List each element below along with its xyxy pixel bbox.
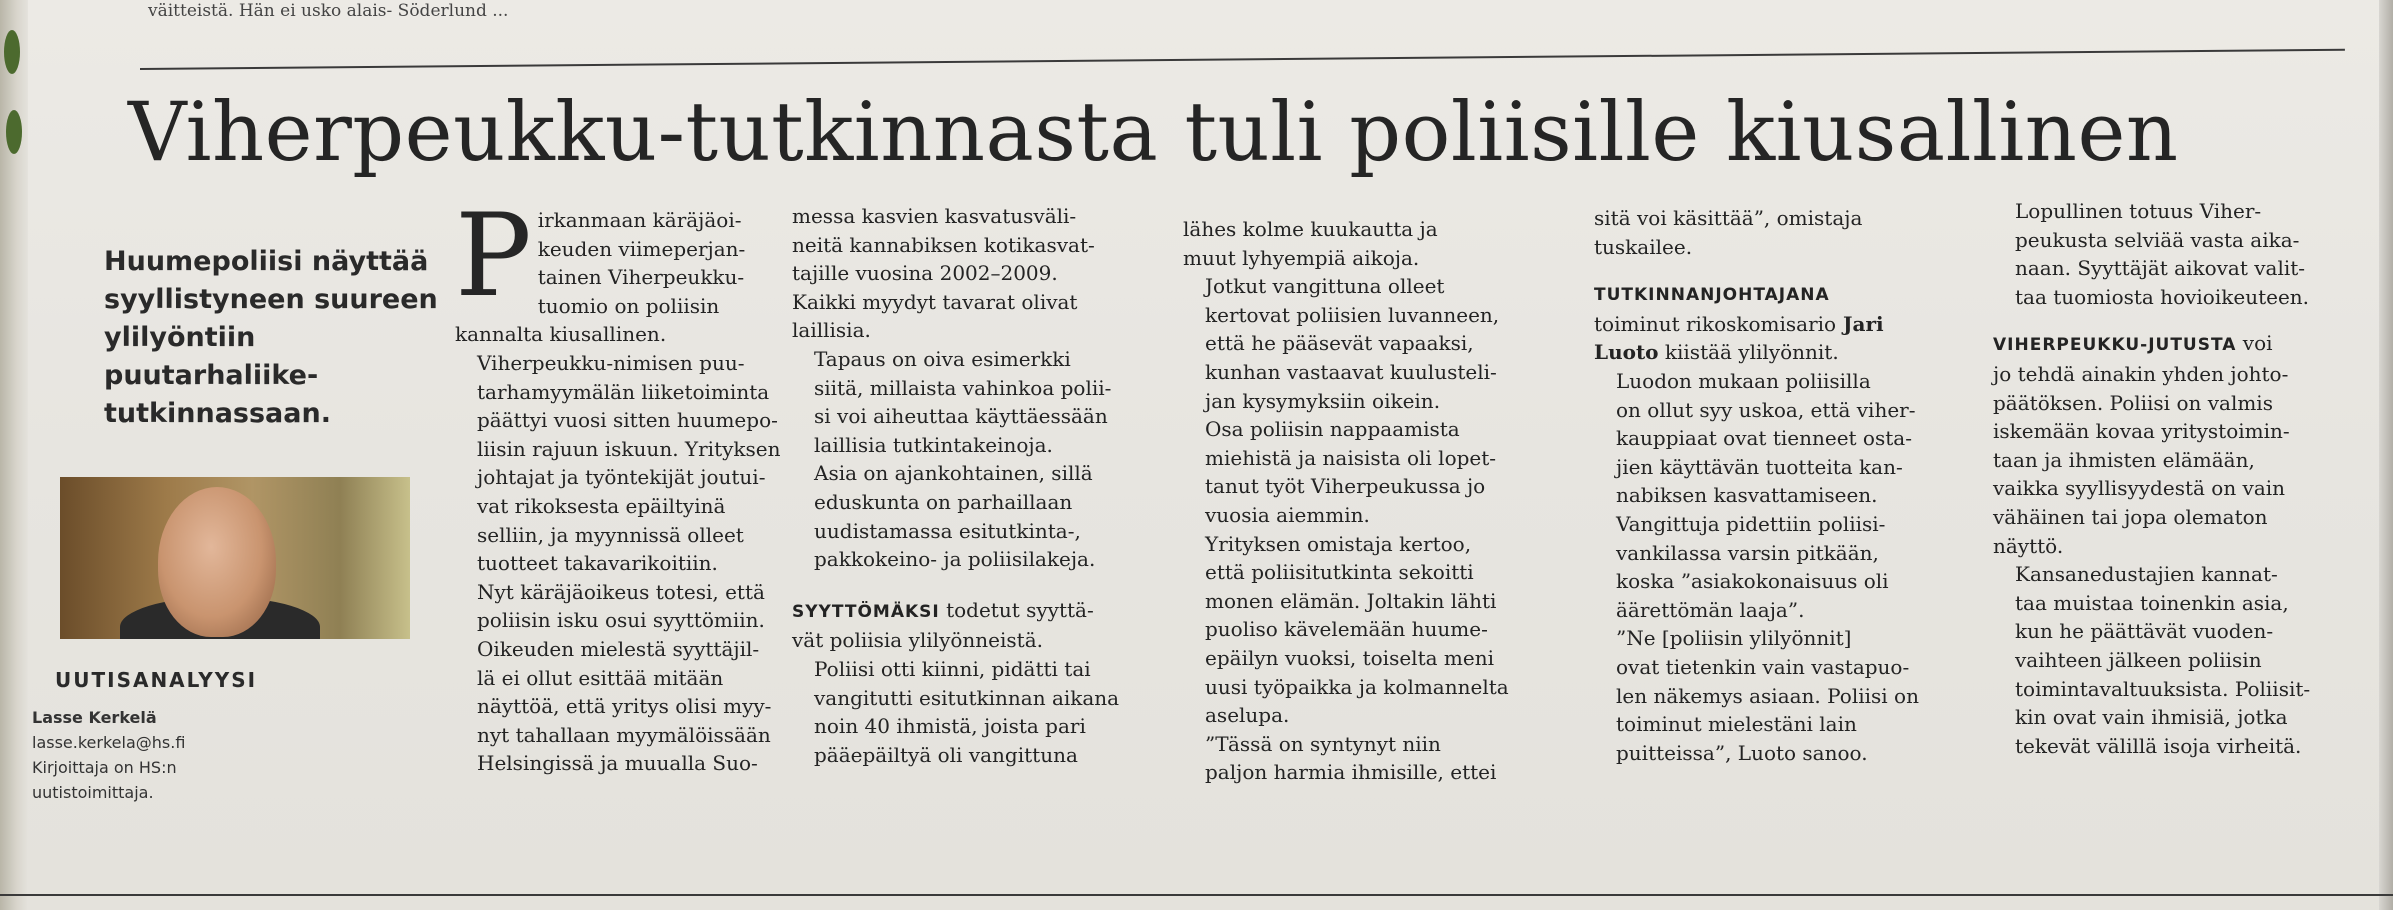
paragraph (455, 578, 781, 635)
text-line: poliisin isku osui syyttömiin. (477, 608, 765, 633)
text-line: lä ei ollut esittää mitään (477, 665, 724, 690)
byline-name: Lasse Kerkelä (32, 708, 157, 727)
article-column-2 (792, 202, 1119, 769)
photo-face (158, 487, 276, 637)
subhead-lines (1594, 310, 1919, 367)
text-line: ”Tässä on syntynyt niin (1205, 731, 1441, 756)
text-line: kertovat poliisien luvanneen, (1205, 302, 1500, 327)
subhead-line: toiminut rikoskomisario (1594, 311, 1837, 336)
page-edge-right (2379, 0, 2393, 910)
text-line: neitä kannabiksen kotikasvat- (792, 232, 1095, 257)
text-line: Asia on ajankohtainen, sillä (814, 461, 1093, 486)
text-line: vähäinen tai jopa olematon (1993, 504, 2268, 529)
text-line: ”Ne [poliisin ylilyönnit] (1616, 626, 1852, 651)
page-edge-left (0, 0, 28, 910)
text-line: on ollut syy uskoa, että viher- (1616, 397, 1916, 422)
text-line: kannalta kiusallinen. (455, 322, 667, 347)
byline-role: Kirjoittaja on HS:n (32, 758, 177, 777)
text-line: aselupa. (1205, 703, 1290, 728)
subhead-text: todetut syyttä- (939, 597, 1094, 622)
paragraph (1594, 367, 1919, 510)
subhead-paragraph (1594, 279, 1919, 367)
text-line: Helsingissä ja muualla Suo- (477, 751, 758, 776)
author-photo (60, 477, 410, 639)
text-line: päättyi vuosi sitten huumepo- (477, 408, 778, 433)
text-line: että he pääsevät vapaaksi, (1205, 331, 1474, 356)
text-line: äärettömän laaja”. (1616, 597, 1805, 622)
paragraph (1183, 530, 1509, 730)
text-line: naan. Syyttäjät aikovat valit- (2015, 256, 2306, 281)
text-line: päätöksen. Poliisi on valmis (1993, 390, 2273, 415)
text-line: tarhamyymälän liiketoiminta (477, 379, 770, 404)
paragraph (455, 635, 781, 778)
text-line: ovat tietenkin vain vastapuo- (1616, 654, 1910, 679)
leaf-decoration (6, 110, 22, 154)
text-line: irkanmaan käräjäoi- (537, 208, 742, 232)
text-line: kunhan vastaavat kuulusteli- (1205, 359, 1497, 384)
paragraph (792, 459, 1119, 573)
text-line: noin 40 ihmistä, joista pari (814, 714, 1086, 739)
text-line: tuskailee. (1594, 234, 1693, 259)
text-line: tuotteet takavarikoitiin. (477, 551, 718, 576)
text-line: vangitutti esitutkinnan aikana (814, 685, 1120, 710)
text-line: kin ovat vain ihmisiä, jotka (2015, 705, 2288, 730)
text-line: peukusta selviää vasta aika- (2015, 227, 2300, 252)
text-line: tekevät välillä isoja virheitä. (2015, 733, 2302, 758)
text-line: Osa poliisin nappaamista (1205, 417, 1460, 442)
paragraph (1993, 197, 2310, 311)
paragraph (1183, 215, 1509, 272)
subhead-text: voi (2236, 331, 2273, 356)
article-column-5 (1993, 197, 2310, 760)
subhead: SYYTTÖMÄKSI (792, 601, 940, 622)
paragraph (1993, 560, 2310, 760)
text-line: jan kysymyksiin oikein. (1205, 388, 1441, 413)
text-line: toimintavaltuuksista. Poliisit- (2015, 676, 2311, 701)
text-line: puitteissa”, Luoto sanoo. (1616, 740, 1868, 765)
text-line: uusi työpaikka ja kolmannelta (1205, 674, 1509, 699)
person-name: Jari (1836, 311, 1884, 336)
text-line: tajille vuosina 2002–2009. (792, 261, 1058, 286)
text-line: vaikka syyllisyydestä on vain (1993, 476, 2286, 501)
text-line: Tapaus on oiva esimerkki (814, 346, 1071, 371)
text-line: vuosia aiemmin. (1205, 502, 1370, 527)
text-line: len näkemys asiaan. Poliisi on (1616, 683, 1919, 708)
paragraph (455, 320, 781, 349)
paragraph (1594, 510, 1919, 624)
text-line: jien käyttävän tuotteita kan- (1616, 454, 1903, 479)
text-line: lähes kolme kuukautta ja (1183, 217, 1438, 241)
text-line: nabiksen kasvattamiseen. (1616, 483, 1878, 508)
top-rule (140, 49, 2345, 70)
lead-text: Huumepoliisi näyttää syyllistyneen suureen ylilyöntiin puutarhaliike-tutkinnassaan. (104, 246, 438, 429)
text-line: kun he päättävät vuoden- (2015, 619, 2274, 644)
text-line: Nyt käräjäoikeus totesi, että (477, 579, 765, 604)
paragraph (792, 345, 1119, 459)
article-column-1 (455, 189, 781, 778)
text-line: puoliso kävelemään huume- (1205, 617, 1488, 642)
text-line: Kaikki myydyt tavarat olivat (792, 289, 1078, 314)
text-line: vät poliisia ylilyönneistä. (792, 628, 1043, 653)
text-line: muut lyhyempiä aikoja. (1183, 245, 1420, 270)
paragraph (455, 349, 781, 578)
text-line: taa muistaa toinenkin asia, (2015, 590, 2289, 615)
text-line: monen elämän. Joltakin lähti (1205, 588, 1497, 613)
text-line: tainen Viherpeukku- (537, 265, 745, 290)
text-line: siitä, millaista vahinkoa polii- (814, 375, 1112, 400)
text-line: eduskunta on parhaillaan (814, 489, 1073, 514)
text-line: laillisia tutkintakeinoja. (814, 432, 1053, 457)
previous-article-snippet: väitteistä. Hän ei usko alais- Söderlund ... (148, 1, 509, 21)
text-line: epäilyn vuoksi, toiselta meni (1205, 645, 1494, 670)
text-line: Lopullinen totuus Viher- (2015, 199, 2262, 223)
text-line: laillisia. (792, 318, 871, 343)
bottom-rule (0, 894, 2393, 896)
text-line: Viherpeukku-nimisen puu- (477, 350, 745, 375)
subhead-paragraph (792, 596, 1119, 655)
text-line: Yrityksen omistaja kertoo, (1205, 531, 1472, 556)
headline: Viherpeukku-tutkinnasta tuli poliisille kiusallinen (128, 86, 2179, 180)
article-column-4 (1594, 204, 1919, 767)
paragraph (792, 202, 1119, 345)
text-line: pääepäiltyä oli vangittuna (814, 742, 1078, 767)
text-line: pakkokeino- ja poliisilakeja. (814, 547, 1096, 572)
text-line: koska ”asiakokonaisuus oli (1616, 569, 1889, 594)
text-line: kauppiaat ovat tienneet osta- (1616, 426, 1912, 451)
text-line: Vangittuja pidettiin poliisi- (1616, 511, 1886, 536)
text-line: miehistä ja naisista oli lopet- (1205, 445, 1497, 470)
text-line: näyttö. (1993, 533, 2064, 558)
paragraph (1183, 415, 1509, 529)
subhead-paragraph (1993, 329, 2310, 560)
text-line: Oikeuden mielestä syyttäjil- (477, 636, 760, 661)
text-line: toiminut mielestäni lain (1616, 712, 1857, 737)
text-line: keuden viimeperjan- (537, 236, 746, 261)
text-line: taa tuomiosta hovioikeuteen. (2015, 284, 2310, 309)
subhead: TUTKINNANJOHTAJANA (1594, 285, 1830, 306)
subhead-lines (1993, 360, 2310, 560)
text-line: nyt tahallaan myymälöissään (477, 722, 771, 747)
text-line: jo tehdä ainakin yhden johto- (1993, 361, 2289, 386)
byline (32, 705, 422, 805)
byline-role: uutistoimittaja. (32, 783, 154, 802)
text-line: että poliisitutkinta sekoitti (1205, 560, 1474, 585)
byline-email: lasse.kerkela@hs.fi (32, 733, 186, 752)
text-line: vat rikoksesta epäiltyinä (477, 493, 726, 518)
text-line: taan ja ihmisten elämään, (1993, 447, 2255, 472)
paragraph (1594, 624, 1919, 767)
text-line: iskemään kovaa yritystoimin- (1993, 419, 2290, 444)
text-line: Poliisi otti kiinni, pidätti tai (814, 656, 1091, 681)
text-line: tuomio on poliisin (537, 293, 720, 318)
text-line: uudistamassa esitutkinta-, (814, 518, 1081, 543)
drop-cap: P (455, 189, 532, 322)
text-line: Kansanedustajien kannat- (2015, 562, 2278, 587)
text-line: paljon harmia ihmisille, ettei (1205, 760, 1497, 785)
paragraph (1183, 730, 1509, 787)
section-label: UUTISANALYYSI (55, 668, 258, 692)
paragraph (1594, 204, 1919, 261)
text-line: Luodon mukaan poliisilla (1616, 368, 1871, 393)
subhead: VIHERPEUKKU-JUTUSTA (1993, 335, 2237, 356)
text-line: vaihteen jälkeen poliisin (2015, 647, 2262, 672)
paragraph (792, 655, 1119, 769)
subhead-line: kiistää ylilyönnit. (1658, 340, 1839, 365)
text-line: vankilassa varsin pitkään, (1616, 540, 1879, 565)
text-line: johtajat ja työntekijät joutui- (477, 465, 766, 490)
leaf-decoration (4, 30, 20, 74)
subhead-lines (792, 626, 1119, 655)
text-line: näyttöä, että yritys olisi myy- (477, 694, 772, 719)
text-line: selliin, ja myynnissä olleet (477, 522, 744, 547)
text-line: Jotkut vangittuna olleet (1205, 274, 1445, 299)
article-column-3 (1183, 215, 1509, 787)
text-line: messa kasvien kasvatusväli- (792, 204, 1077, 228)
text-line: liisin rajuun iskuun. Yrityksen (477, 436, 781, 461)
person-name: Luoto (1594, 340, 1659, 365)
text-line: tanut työt Viherpeukussa jo (1205, 474, 1486, 499)
paragraph (1183, 272, 1509, 415)
text-line: sitä voi käsittää”, omistaja (1594, 206, 1863, 230)
text-line: si voi aiheuttaa käyttäessään (814, 404, 1108, 429)
